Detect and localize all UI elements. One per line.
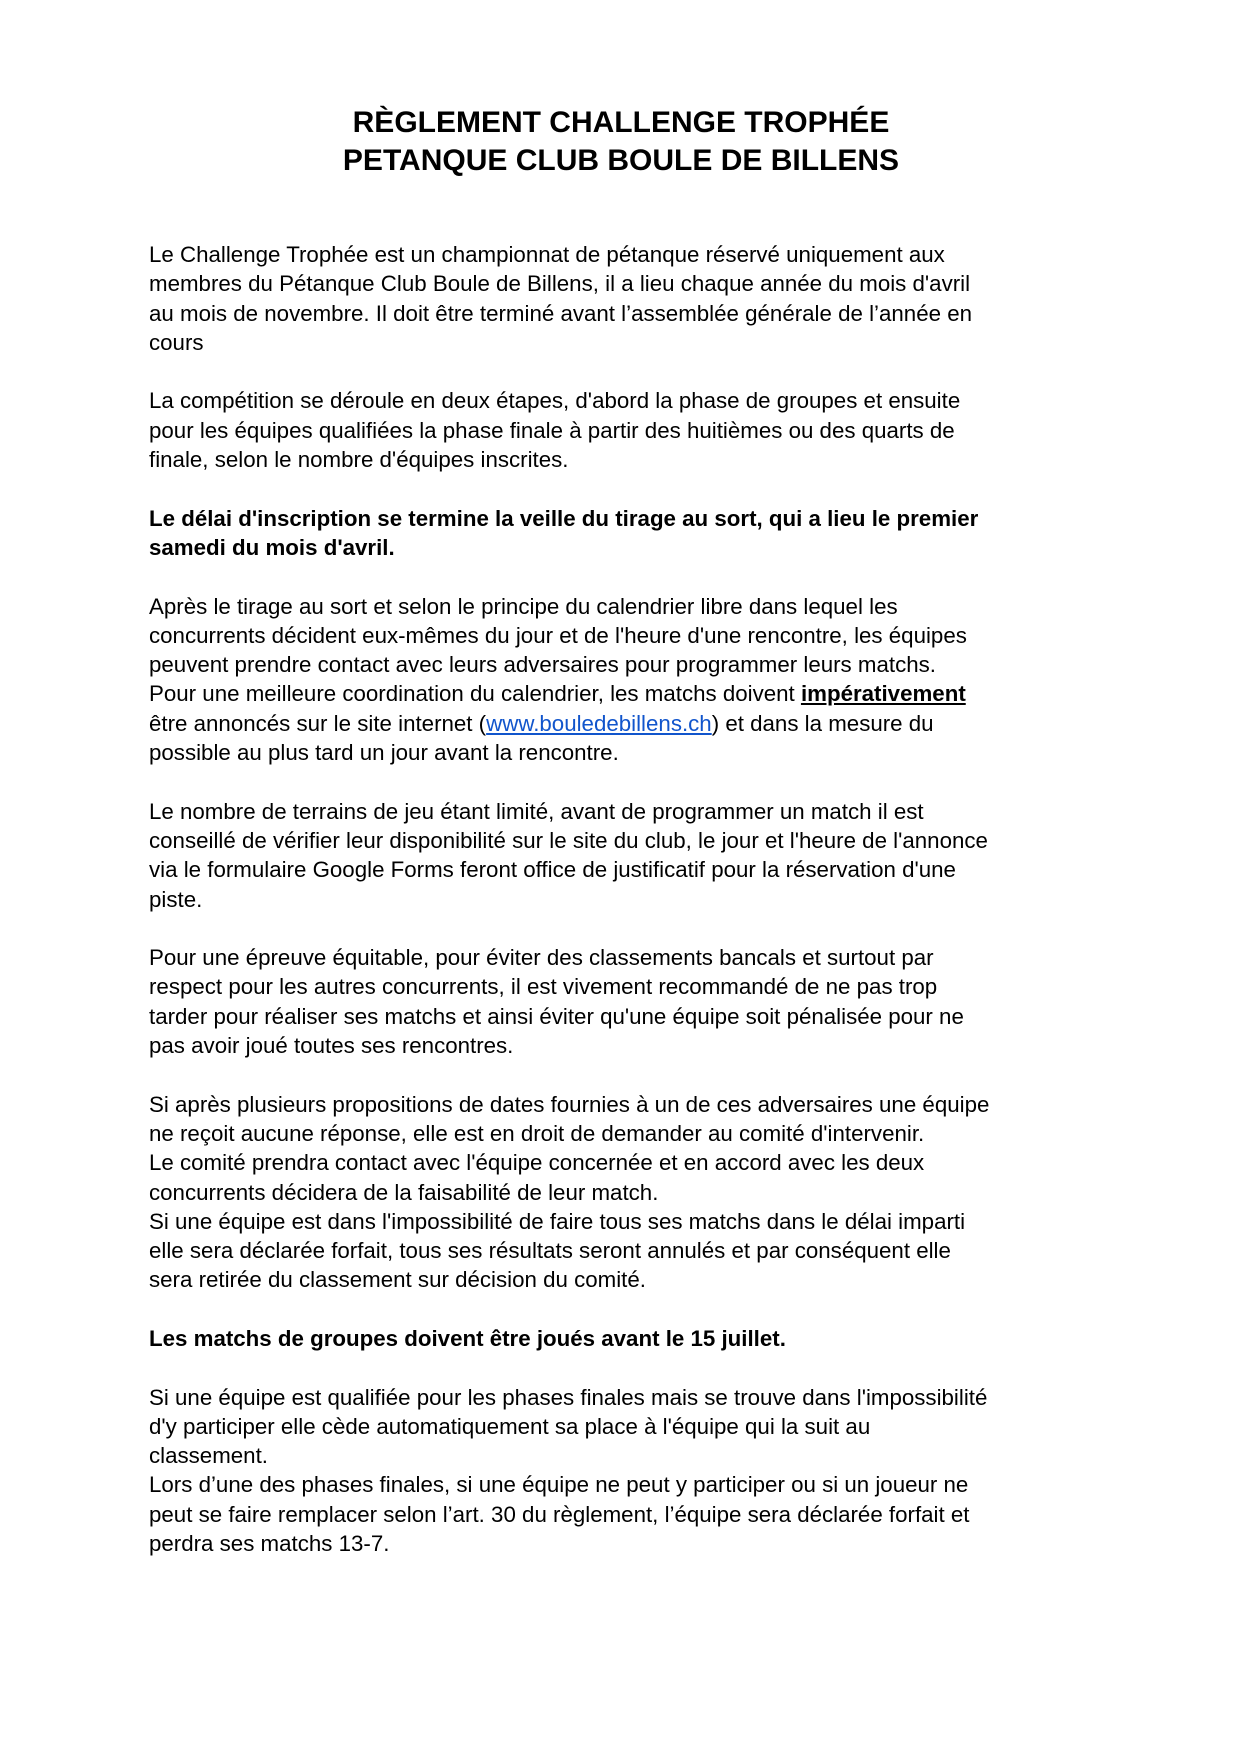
text-line: sera retirée du classement sur décision du comité. — [149, 1267, 646, 1293]
text-line: concurrents décident eux-mêmes du jour et de l'heure d'une rencontre, les équipes — [149, 622, 967, 648]
text-line: conseillé de vérifier leur disponibilité sur le site du club, le jour et l'heure de l'annonce — [149, 827, 988, 853]
text-line: elle sera déclarée forfait, tous ses résultats seront annulés et par conséquent elle — [149, 1238, 951, 1264]
text-line: peuvent prendre contact avec leurs adversaires pour programmer leurs matchs. — [149, 652, 936, 678]
paragraph-intro — [149, 240, 1109, 357]
paragraph-group-deadline — [149, 1324, 1109, 1353]
text-line: Si une équipe est qualifiée pour les phases finales mais se trouve dans l'impossibilité — [149, 1384, 988, 1410]
text-line: classement. — [149, 1443, 268, 1469]
text-segment: Pour une meilleure coordination du calendrier, les matchs doivent — [149, 681, 801, 707]
text-line: membres du Pétanque Club Boule de Billens, il a lieu chaque année du mois d'avril — [149, 271, 971, 297]
text-line: Le Challenge Trophée est un championnat de pétanque réservé uniquement aux — [149, 242, 945, 267]
text-line: concurrents décidera de la faisabilité de leur match. — [149, 1179, 659, 1205]
text-line: ne reçoit aucune réponse, elle est en droit de demander au comité d'intervenir. — [149, 1120, 925, 1146]
paragraph-fairness — [149, 943, 1109, 1060]
text-line: au mois de novembre. Il doit être terminé avant l’assemblée générale de l’année en — [149, 300, 972, 326]
text-line: La compétition se déroule en deux étapes, d'abord la phase de groupes et ensuite — [149, 388, 961, 414]
text-line: via le formulaire Google Forms feront office de justificatif pour la réservation d'une — [149, 857, 956, 883]
paragraph-calendar — [149, 592, 1109, 768]
paragraph-finals — [149, 1383, 1109, 1559]
text-line: possible au plus tard un jour avant la rencontre. — [149, 740, 619, 766]
text-line: Les matchs de groupes doivent être joués avant le 15 juillet. — [149, 1325, 786, 1351]
text-line: Après le tirage au sort et selon le principe du calendrier libre dans lequel les — [149, 593, 898, 619]
document-body — [149, 240, 1109, 1588]
text-line — [149, 709, 1109, 738]
text-line — [149, 679, 1109, 708]
title-line-2: PETANQUE CLUB BOULE DE BILLENS — [342, 144, 900, 177]
text-line: tarder pour réaliser ses matchs et ainsi éviter qu'une équipe soit pénalisée pour ne — [149, 1003, 964, 1029]
text-line: pas avoir joué toutes ses rencontres. — [149, 1033, 514, 1059]
text-line: cours — [149, 329, 204, 355]
paragraph-no-response — [149, 1090, 1109, 1295]
text-segment: ) et dans la mesure du — [711, 710, 934, 736]
paragraph-terrains — [149, 797, 1109, 914]
website-link[interactable]: www.bouledebillens.ch — [486, 710, 712, 736]
text-line: d'y participer elle cède automatiquement sa place à l'équipe qui la suit au — [149, 1413, 871, 1439]
text-line: Si une équipe est dans l'impossibilité de faire tous ses matchs dans le délai imparti — [149, 1208, 966, 1234]
paragraph-stages — [149, 386, 1109, 474]
emphasis-imperatively: impérativement — [800, 681, 966, 707]
text-line: Lors d’une des phases finales, si une équipe ne peut y participer ou si un joueur ne — [149, 1472, 969, 1498]
text-line: peut se faire remplacer selon l’art. 30 du règlement, l’équipe sera déclarée forfait et — [149, 1501, 970, 1527]
text-line: respect pour les autres concurrents, il est vivement recommandé de ne pas trop — [149, 974, 938, 1000]
text-line: Le délai d'inscription se termine la veille du tirage au sort, qui a lieu le premier — [149, 505, 979, 531]
text-line: Pour une épreuve équitable, pour éviter des classements bancals et surtout par — [149, 945, 934, 971]
text-line: Le nombre de terrains de jeu étant limité, avant de programmer un match il est — [149, 798, 924, 824]
paragraph-registration-deadline — [149, 504, 1109, 563]
text-line: piste. — [149, 886, 203, 912]
text-line: perdra ses matchs 13-7. — [149, 1531, 390, 1557]
text-line: finale, selon le nombre d'équipes inscrites. — [149, 447, 569, 473]
text-line: samedi du mois d'avril. — [149, 534, 395, 560]
text-line: Le comité prendra contact avec l'équipe concernée et en accord avec les deux — [149, 1150, 925, 1176]
document-title — [0, 104, 1242, 180]
text-segment: être annoncés sur le site internet ( — [149, 710, 487, 736]
text-line: pour les équipes qualifiées la phase finale à partir des huitièmes ou des quarts de — [149, 417, 955, 443]
title-line-1: RÈGLEMENT CHALLENGE TROPHÉE — [352, 106, 890, 139]
text-line: Si après plusieurs propositions de dates fournies à un de ces adversaires une équipe — [149, 1091, 990, 1117]
